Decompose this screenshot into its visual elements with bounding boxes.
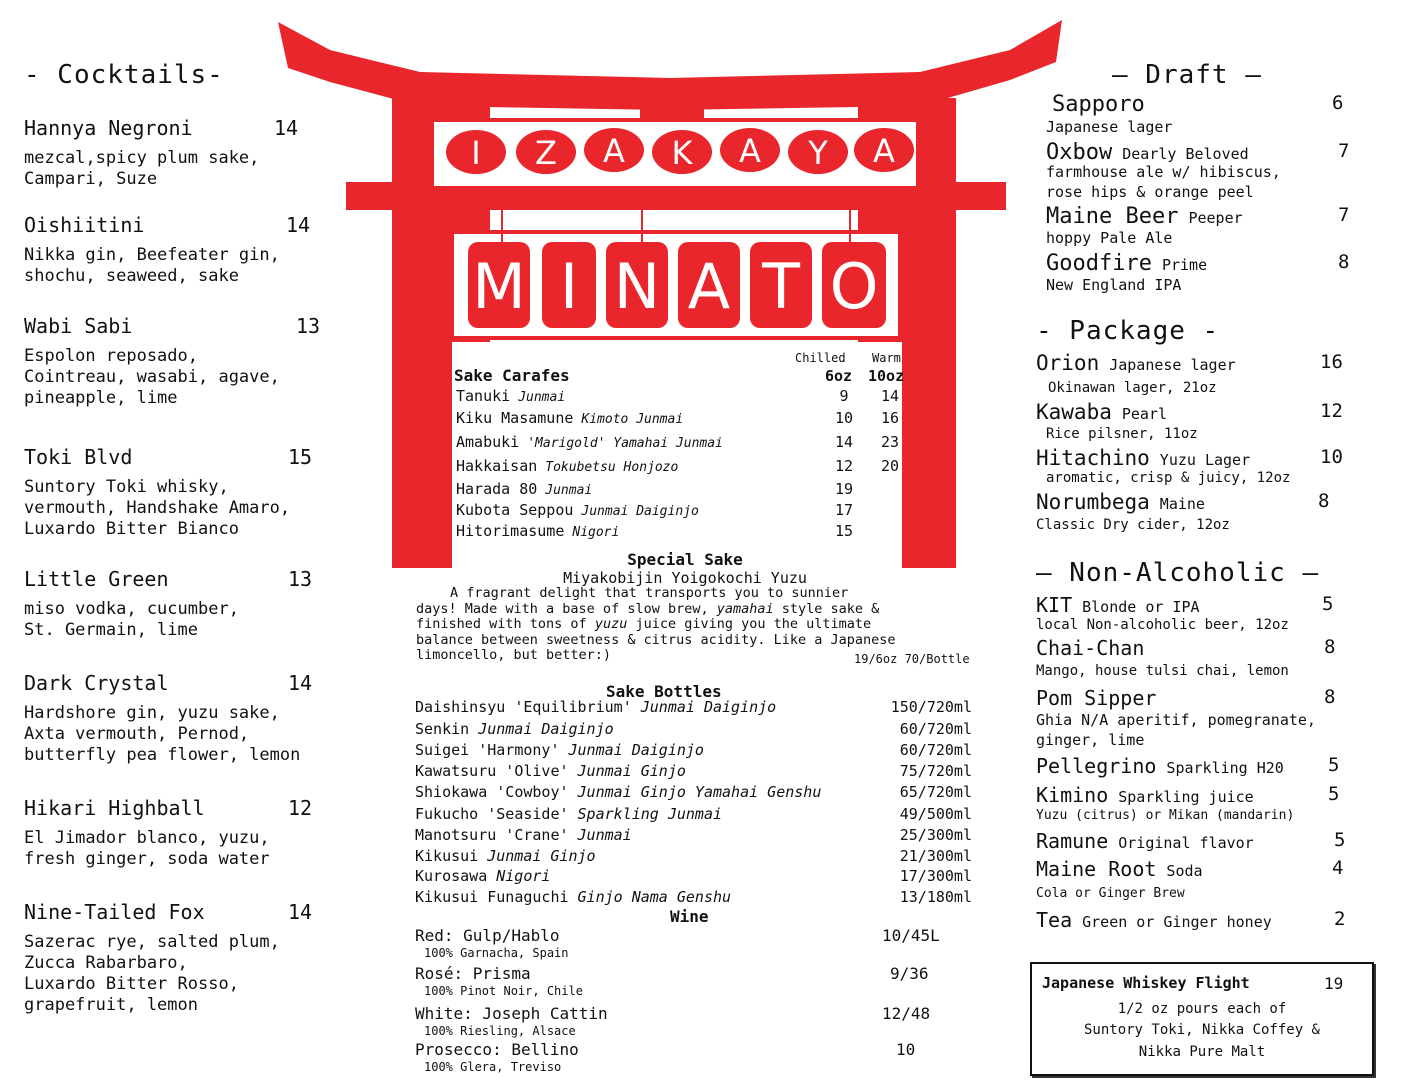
cocktail-name: Toki Blvd — [24, 445, 133, 469]
carafe-name — [456, 501, 699, 519]
bottle-style: Junmai Daiginjo — [568, 741, 704, 759]
cocktail-price: 15 — [288, 445, 313, 469]
nonalc-item-name — [1036, 857, 1203, 881]
item-label: Norumbega — [1036, 490, 1150, 514]
bottle-style: Junmai Daiginjo — [478, 720, 614, 738]
special-line: finished with tons of — [416, 616, 595, 632]
bottle-style: Junmai Ginjo — [487, 847, 596, 865]
nonalc-item-name — [1036, 908, 1272, 932]
draft-item-name — [1046, 204, 1243, 229]
special-line: A fragrant delight that transports you to sunnier — [450, 585, 849, 601]
cocktail-description: Nikka gin, Beefeater gin, shochu, seaweed, sake — [24, 245, 280, 286]
logo-letter: I — [559, 250, 579, 323]
logo-letter: I — [471, 134, 481, 172]
cocktail-price: 13 — [296, 314, 321, 338]
draft-item-price: 7 — [1338, 140, 1350, 162]
draft-item-name — [1052, 92, 1145, 117]
nonalc-item-description: Mango, house tulsi chai, lemon — [1036, 663, 1289, 679]
draft-item-description: Japanese lager — [1046, 118, 1173, 136]
special-price: 19/6oz 70/Bottle — [854, 652, 970, 666]
bottle-name — [415, 826, 632, 844]
logo-letter: M — [472, 250, 526, 323]
nonalc-item-price: 4 — [1332, 857, 1344, 879]
nonalc-item-description: Cola or Ginger Brew — [1036, 886, 1185, 901]
wine-name: Prosecco: Bellino — [415, 1040, 579, 1059]
bottle-style: Junmai — [577, 826, 632, 844]
item-label: Goodfire — [1046, 251, 1152, 276]
bottle-label: Kawatsuru 'Olive' — [415, 762, 569, 780]
draft-item-description: New England IPA — [1046, 276, 1182, 294]
package-item-name — [1036, 446, 1250, 470]
package-item-name — [1036, 351, 1236, 375]
bottle-name — [415, 888, 731, 906]
wine-name: Red: Gulp/Hablo — [415, 926, 560, 945]
item-label: Orion — [1036, 351, 1100, 375]
cocktail-description: Sazerac rye, salted plum, Zucca Rabarbaro, Luxardo Bitter Rosso, grapefruit, lemon — [24, 932, 280, 1015]
special-line: limoncello, but better:) — [416, 647, 612, 663]
nonalc-item-description: Yuzu (citrus) or Mikan (mandarin) — [1036, 808, 1295, 823]
package-item-description: Classic Dry cider, 12oz — [1036, 517, 1230, 533]
item-label: Chai-Chan — [1036, 636, 1145, 660]
carafe-name — [456, 457, 678, 475]
carafe-chilled-price: 10 — [834, 409, 854, 427]
cocktail-description: miso vodka, cucumber, St. Germain, lime — [24, 599, 239, 640]
item-subtitle: Peeper — [1188, 209, 1243, 227]
cocktail-name: Dark Crystal — [24, 671, 169, 695]
draft-item-price: 7 — [1338, 204, 1350, 226]
nonalc-item-price: 5 — [1328, 783, 1340, 805]
cocktail-price: 14 — [288, 671, 313, 695]
bottle-label: Daishinsyu 'Equilibrium' — [415, 698, 632, 716]
carafes-heading: Sake Carafes — [454, 366, 570, 385]
package-item-description: aromatic, crisp & juicy, 12oz — [1046, 470, 1291, 486]
flight-line: Nikka Pure Malt — [1138, 1044, 1266, 1060]
logo-letter: O — [829, 250, 879, 323]
bottle-price: 13/180ml — [899, 888, 972, 906]
special-description — [416, 586, 896, 664]
item-subtitle: Green or Ginger honey — [1082, 913, 1272, 931]
bottle-price: 60/720ml — [899, 741, 972, 759]
bottle-style: Nigori — [496, 867, 551, 885]
special-line: days! Made with a base of slow brew, — [416, 600, 717, 617]
nonalc-item-price: 5 — [1334, 829, 1346, 851]
torii-gate-logo — [270, 10, 1070, 580]
carafe-chilled-price: 17 — [834, 501, 854, 519]
package-item-price: 10 — [1320, 446, 1343, 468]
bottle-name — [415, 805, 722, 823]
cocktail-price: 12 — [288, 796, 313, 820]
package-item-name — [1036, 490, 1205, 514]
item-label: Hitachino — [1036, 446, 1150, 470]
carafe-name — [456, 480, 592, 498]
bottle-price: 65/720ml — [899, 783, 972, 801]
package-heading: - Package - — [1036, 316, 1220, 346]
bottle-label: Shiokawa 'Cowboy' — [415, 783, 569, 801]
bottle-label: Fukucho 'Seaside' — [415, 805, 569, 823]
item-label: Ramune — [1036, 829, 1109, 853]
item-subtitle: Japanese lager — [1109, 356, 1236, 374]
bottle-price: 60/720ml — [899, 720, 972, 738]
carafe-chilled-price: 19 — [834, 480, 854, 498]
bottle-label: Kikusui Funaguchi — [415, 888, 569, 906]
nonalc-item-name — [1036, 636, 1144, 660]
cocktails-heading: - Cocktails- — [24, 60, 224, 90]
logo-letter: A — [873, 132, 895, 170]
draft-item-price: 6 — [1332, 92, 1344, 114]
item-subtitle: Sparkling H20 — [1166, 759, 1284, 777]
cocktail-price: 14 — [286, 213, 311, 237]
carafe-style: Tokubetsu Honjozo — [545, 460, 679, 475]
logo-letter: Y — [808, 134, 828, 172]
flight-title: Japanese Whiskey Flight — [1042, 974, 1250, 992]
nonalc-item-price: 5 — [1328, 754, 1340, 776]
logo-letter: A — [687, 250, 731, 323]
package-item-price: 8 — [1318, 490, 1330, 512]
carafe-label: Hitorimasume — [456, 522, 565, 540]
carafe-label: Harada 80 — [456, 480, 538, 498]
size-chilled: 6oz — [825, 367, 853, 385]
nonalc-item-name — [1036, 754, 1284, 778]
wine-price: 10 — [896, 1040, 916, 1059]
special-line: style sake & — [773, 600, 880, 617]
cocktail-name: Little Green — [24, 567, 169, 591]
carafe-label: Amabuki — [456, 433, 520, 451]
package-item-name — [1036, 400, 1167, 424]
special-line: balance between sweetness & citrus acidity. Like a Japanese — [416, 631, 896, 648]
bottle-name — [415, 720, 614, 738]
carafe-chilled-price: 15 — [834, 522, 854, 540]
carafe-name — [456, 409, 683, 427]
logo-letter: N — [613, 250, 661, 323]
bottle-label: Manotsuru 'Crane' — [415, 826, 569, 844]
special-name: Miyakobijin Yoigokochi Yuzu — [563, 569, 807, 587]
bottle-price: 49/500ml — [899, 805, 972, 823]
bottle-style: Junmai Daiginjo — [640, 698, 777, 716]
wine-price: 10/45L — [882, 926, 940, 945]
bottle-label: Kurosawa — [415, 867, 488, 885]
item-label: Maine Beer — [1046, 204, 1179, 229]
wine-description: 100% Riesling, Alsace — [424, 1024, 576, 1038]
bottle-name — [415, 741, 704, 759]
item-subtitle: Soda — [1166, 862, 1203, 880]
carafe-style: Kimoto Junmai — [581, 412, 684, 427]
carafe-style: Junmai — [518, 390, 566, 405]
nonalc-item-price: 2 — [1334, 908, 1346, 930]
cocktail-price: 14 — [288, 900, 313, 924]
bottle-label: Suigei 'Harmony' — [415, 741, 560, 759]
carafe-label: Kiku Masamune — [456, 409, 574, 427]
item-subtitle: Blonde or IPA — [1082, 598, 1200, 616]
bottle-price: 150/720ml — [890, 698, 972, 716]
carafe-warm-price: 16 — [880, 409, 900, 427]
wine-price: 9/36 — [890, 964, 929, 983]
cocktail-name: Nine-Tailed Fox — [24, 900, 205, 924]
item-subtitle: Sparkling juice — [1118, 788, 1254, 806]
nonalc-item-name — [1036, 783, 1254, 807]
nonalc-heading: — Non-Alcoholic — — [1036, 558, 1320, 588]
cocktail-description: El Jimador blanco, yuzu, fresh ginger, soda water — [24, 828, 270, 869]
bottle-price: 25/300ml — [899, 826, 972, 844]
whiskey-flight-box — [1030, 962, 1374, 1076]
special-line: yuzu — [594, 616, 628, 632]
item-label: Tea — [1036, 908, 1073, 932]
carafe-chilled-price: 12 — [834, 457, 854, 475]
carafe-label: Hakkaisan — [456, 457, 538, 475]
bottle-style: Junmai Ginjo — [577, 762, 686, 780]
draft-item-name — [1046, 251, 1207, 276]
nonalc-item-name — [1036, 829, 1254, 853]
draft-item-price: 8 — [1338, 251, 1350, 273]
package-item-description: Rice pilsner, 11oz — [1046, 426, 1198, 442]
special-line: yamahai — [716, 600, 774, 617]
logo-letter: K — [671, 134, 693, 172]
bottle-price: 21/300ml — [899, 847, 972, 865]
bottle-style: Ginjo Nama Genshu — [577, 888, 732, 906]
package-item-price: 12 — [1320, 400, 1343, 422]
item-label: Oxbow — [1046, 140, 1113, 165]
item-label: Pellegrino — [1036, 754, 1157, 778]
carafe-chilled-price: 9 — [839, 387, 849, 405]
item-subtitle: Original flavor — [1118, 834, 1254, 852]
bottle-name — [415, 847, 596, 865]
item-subtitle: Yuzu Lager — [1159, 451, 1251, 469]
wine-name: White: Joseph Cattin — [415, 1004, 608, 1023]
special-line: juice giving you the ultimate — [627, 616, 872, 632]
cocktail-description: mezcal,spicy plum sake, Campari, Suze — [24, 148, 260, 189]
carafe-chilled-price: 14 — [834, 433, 854, 451]
draft-heading: — Draft — — [1112, 60, 1262, 90]
item-label: Maine Root — [1036, 857, 1157, 881]
cocktail-name: Hannya Negroni — [24, 116, 193, 140]
item-subtitle: Pearl — [1121, 405, 1168, 423]
carafe-name — [456, 387, 565, 405]
wine-price: 12/48 — [882, 1004, 931, 1023]
cocktail-description: Espolon reposado, Cointreau, wasabi, agave, pineapple, lime — [24, 346, 280, 408]
wine-description: 100% Glera, Treviso — [424, 1060, 562, 1074]
bottle-style: Sparkling Junmai — [577, 805, 723, 823]
nonalc-item-description: local Non-alcoholic beer, 12oz — [1036, 617, 1289, 633]
col-chilled: Chilled — [795, 351, 846, 365]
cocktail-name: Oishiitini — [24, 213, 145, 237]
draft-item-description: hoppy Pale Ale — [1046, 229, 1173, 247]
item-label: Pom Sipper — [1036, 686, 1157, 710]
logo-letter: T — [762, 250, 800, 323]
logo-letter: Z — [535, 134, 557, 172]
carafe-warm-price: 23 — [880, 433, 900, 451]
carafe-name — [456, 433, 723, 451]
carafe-style: Junmai — [545, 483, 593, 498]
carafe-label: Kubota Seppou — [456, 501, 574, 519]
nonalc-item-name — [1036, 686, 1156, 710]
flight-line: Suntory Toki, Nikka Coffey & — [1083, 1022, 1320, 1038]
wine-heading: Wine — [670, 907, 709, 926]
bottles-heading: Sake Bottles — [606, 682, 722, 701]
bottle-style: Junmai Ginjo Yamahai Genshu — [577, 783, 822, 801]
item-label: Kimino — [1036, 783, 1109, 807]
package-item-price: 16 — [1320, 351, 1343, 373]
wine-name: Rosé: Prisma — [415, 964, 531, 983]
wine-description: 100% Pinot Noir, Chile — [424, 984, 583, 998]
wine-description: 100% Garnacha, Spain — [424, 946, 569, 960]
bottle-name — [415, 762, 686, 780]
cocktail-description: Suntory Toki whisky, vermouth, Handshake Amaro, Luxardo Bitter Bianco — [24, 477, 291, 539]
item-label: Sapporo — [1052, 92, 1145, 117]
nonalc-item-price: 8 — [1324, 636, 1336, 658]
cocktail-price: 13 — [288, 567, 313, 591]
bottle-label: Senkin — [415, 720, 470, 738]
logo-letter: A — [739, 132, 761, 170]
carafe-style: Junmai Daiginjo — [581, 504, 699, 519]
carafe-label: Tanuki — [456, 387, 511, 405]
col-warm: Warm — [872, 351, 901, 365]
flight-price: 19 — [1324, 974, 1344, 993]
item-subtitle: Dearly Beloved — [1122, 145, 1249, 163]
size-warm: 10oz — [868, 367, 905, 385]
bottle-price: 75/720ml — [899, 762, 972, 780]
bottle-name — [415, 783, 821, 801]
package-item-description: Okinawan lager, 21oz — [1048, 380, 1217, 396]
nonalc-item-description: Ghia N/A aperitif, pomegranate, ginger, lime — [1036, 711, 1316, 749]
carafe-warm-price: 20 — [880, 457, 900, 475]
carafe-style: Nigori — [572, 525, 620, 540]
bottle-name — [415, 867, 550, 885]
cocktail-description: Hardshore gin, yuzu sake, Axta vermouth, Pernod, butterfly pea flower, lemon — [24, 703, 301, 765]
nonalc-item-price: 5 — [1322, 593, 1334, 615]
carafe-warm-price: 14 — [880, 387, 900, 405]
nonalc-item-name — [1036, 593, 1200, 617]
cocktail-name: Wabi Sabi — [24, 314, 133, 338]
item-subtitle: Prime — [1161, 256, 1208, 274]
special-heading: Special Sake — [627, 550, 743, 569]
nonalc-item-price: 8 — [1324, 686, 1336, 708]
bottle-price: 17/300ml — [899, 867, 972, 885]
item-label: Kawaba — [1036, 400, 1112, 424]
logo-letter: A — [603, 132, 625, 170]
bottle-label: Kikusui — [415, 847, 479, 865]
bottle-name — [415, 698, 776, 716]
carafe-name — [456, 522, 619, 540]
flight-line: 1/2 oz pours each of — [1117, 1001, 1287, 1017]
draft-item-description: farmhouse ale w/ hibiscus, rose hips & orange peel — [1046, 163, 1281, 201]
item-label: KIT — [1036, 593, 1073, 617]
cocktail-name: Hikari Highball — [24, 796, 205, 820]
carafe-style: 'Marigold' Yamahai Junmai — [527, 436, 723, 451]
item-subtitle: Maine — [1159, 495, 1205, 513]
cocktail-price: 14 — [274, 116, 299, 140]
